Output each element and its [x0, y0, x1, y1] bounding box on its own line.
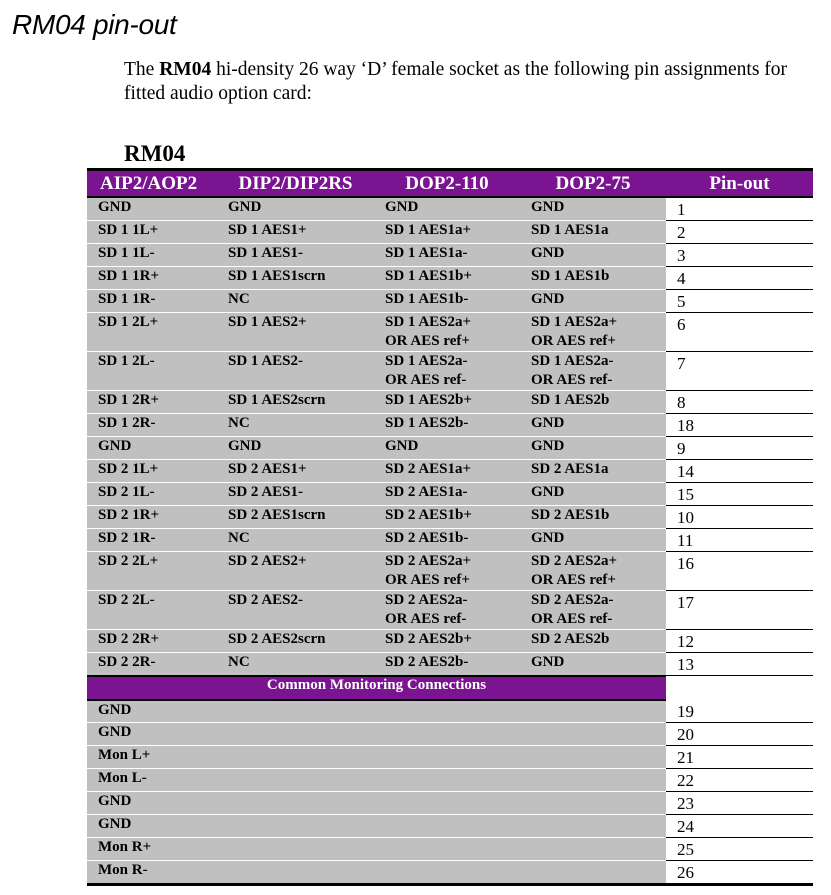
cell-text: SD 1 AES1scrn	[228, 268, 326, 284]
table-cell	[217, 529, 374, 552]
cell-text: SD 2 AES2-	[228, 592, 304, 608]
table-row	[87, 552, 813, 591]
monitor-label: Mon L-	[87, 768, 666, 791]
table-cell	[217, 197, 374, 221]
table-cell	[374, 313, 520, 352]
table-header-row	[87, 170, 813, 198]
cell-text: SD 2 2R+	[98, 631, 160, 647]
table-cell	[217, 290, 374, 313]
cell-text-line2: OR AES ref+	[385, 333, 470, 349]
monitor-row	[87, 700, 813, 723]
cell-text: GND	[531, 438, 565, 454]
cell-text: GND	[531, 415, 565, 431]
cell-text: SD 2 AES2a-	[531, 592, 614, 608]
table-cell	[217, 630, 374, 653]
table-cell	[217, 267, 374, 290]
cell-text: GND	[98, 438, 132, 454]
monitor-label: Mon R-	[87, 860, 666, 884]
monitor-row	[87, 814, 813, 837]
cell-text: GND	[385, 199, 419, 215]
cell-text: SD 1 1R+	[98, 268, 160, 284]
table-row	[87, 483, 813, 506]
table-cell	[87, 552, 217, 591]
cell-text: SD 1 AES2a+	[385, 314, 472, 330]
pin-number: 4	[666, 267, 813, 290]
cell-text: SD 1 AES2-	[228, 353, 304, 369]
table-cell	[374, 221, 520, 244]
table-cell	[374, 552, 520, 591]
table-row	[87, 653, 813, 676]
table-cell	[520, 244, 666, 267]
table-cell	[374, 414, 520, 437]
cell-text: SD 2 AES2a+	[531, 553, 618, 569]
table-cell	[520, 221, 666, 244]
cell-text: SD 2 AES2b-	[385, 654, 469, 670]
table-cell	[87, 391, 217, 414]
table-cell	[217, 352, 374, 391]
cell-text: SD 1 AES1+	[228, 222, 307, 238]
cell-text: NC	[228, 530, 250, 546]
cell-text: GND	[98, 199, 132, 215]
table-row	[87, 414, 813, 437]
column-header: Pin-out	[666, 170, 813, 198]
table-row	[87, 460, 813, 483]
table-row	[87, 529, 813, 552]
monitor-row	[87, 722, 813, 745]
table-cell	[520, 630, 666, 653]
cell-text-line2: OR AES ref-	[531, 611, 613, 627]
table-cell	[87, 267, 217, 290]
cell-text: SD 2 AES2scrn	[228, 631, 326, 647]
cell-text: SD 1 AES2b	[531, 392, 610, 408]
cell-text-line2: OR AES ref-	[531, 372, 613, 388]
cell-text-line2: OR AES ref+	[385, 572, 470, 588]
cell-text: SD 2 2L-	[98, 592, 155, 608]
table-cell	[87, 352, 217, 391]
table-cell	[87, 529, 217, 552]
table-title: RM04	[124, 141, 186, 166]
intro-text-rest: hi-density 26 way ‘D’ female socket as the following pin assignments for	[211, 59, 788, 80]
cell-text: SD 2 AES1-	[228, 484, 304, 500]
table-cell	[217, 313, 374, 352]
cell-text: SD 2 AES1b	[531, 507, 610, 523]
table-cell	[520, 352, 666, 391]
cell-text: SD 2 AES1a-	[385, 484, 468, 500]
cell-text: SD 2 2R-	[98, 654, 156, 670]
section-header: Common Monitoring Connections	[87, 676, 666, 700]
table-cell	[520, 313, 666, 352]
table-cell	[374, 437, 520, 460]
table-cell	[87, 414, 217, 437]
pin-number: 24	[666, 814, 813, 837]
table-cell	[87, 290, 217, 313]
table-cell	[374, 267, 520, 290]
pin-number: 9	[666, 437, 813, 460]
cell-text-line2: OR AES ref+	[531, 333, 616, 349]
table-cell	[217, 591, 374, 630]
table-cell	[217, 460, 374, 483]
cell-text: GND	[531, 199, 565, 215]
cell-text-line2: OR AES ref+	[531, 572, 616, 588]
table-cell	[87, 506, 217, 529]
pin-number: 1	[666, 197, 813, 221]
cell-text-line2: OR AES ref-	[385, 611, 467, 627]
monitor-label: GND	[87, 722, 666, 745]
cell-text: SD 2 AES2b+	[385, 631, 472, 647]
table-row	[87, 244, 813, 267]
cell-text: SD 1 AES1a	[531, 222, 609, 238]
pin-number: 2	[666, 221, 813, 244]
monitor-label: GND	[87, 814, 666, 837]
table-cell	[87, 437, 217, 460]
monitor-label: GND	[87, 791, 666, 814]
cell-text: GND	[531, 530, 565, 546]
pin-number: 15	[666, 483, 813, 506]
pin-number: 16	[666, 552, 813, 591]
monitor-label: GND	[87, 700, 666, 723]
cell-text: SD 1 2L+	[98, 314, 159, 330]
pin-number: 5	[666, 290, 813, 313]
cell-text-line2: OR AES ref-	[385, 372, 467, 388]
table-cell	[374, 483, 520, 506]
table-row	[87, 221, 813, 244]
column-header: DOP2-110	[374, 170, 520, 198]
cell-text: SD 2 1L-	[98, 484, 155, 500]
cell-text: SD 1 AES2a-	[531, 353, 614, 369]
table-cell	[217, 414, 374, 437]
cell-text: SD 2 AES2a+	[385, 553, 472, 569]
cell-text: SD 2 1L+	[98, 461, 159, 477]
column-header: AIP2/AOP2	[87, 170, 217, 198]
monitor-label: Mon L+	[87, 745, 666, 768]
table-cell	[374, 290, 520, 313]
table-cell	[374, 197, 520, 221]
intro-paragraph	[124, 58, 829, 106]
table-cell	[374, 244, 520, 267]
cell-text: SD 2 1R-	[98, 530, 156, 546]
pinout-table	[87, 168, 813, 886]
table-cell	[520, 591, 666, 630]
cell-text: SD 1 AES1a-	[385, 245, 468, 261]
cell-text: SD 2 AES1b+	[385, 507, 472, 523]
cell-text: SD 1 2L-	[98, 353, 155, 369]
table-cell	[520, 267, 666, 290]
pin-number: 23	[666, 791, 813, 814]
pin-number: 21	[666, 745, 813, 768]
pin-number: 10	[666, 506, 813, 529]
table-cell	[374, 529, 520, 552]
blank-cell	[666, 676, 813, 700]
cell-text: GND	[531, 245, 565, 261]
monitor-row	[87, 791, 813, 814]
table-row	[87, 267, 813, 290]
cell-text: SD 1 AES1a+	[385, 222, 472, 238]
cell-text: GND	[385, 438, 419, 454]
table-row	[87, 290, 813, 313]
pin-number: 12	[666, 630, 813, 653]
table-cell	[374, 391, 520, 414]
pin-number: 6	[666, 313, 813, 352]
cell-text: NC	[228, 291, 250, 307]
column-header: DOP2-75	[520, 170, 666, 198]
cell-text: SD 1 AES2a-	[385, 353, 468, 369]
pin-number: 17	[666, 591, 813, 630]
cell-text: SD 1 AES2+	[228, 314, 307, 330]
table-cell	[520, 460, 666, 483]
table-cell	[217, 552, 374, 591]
cell-text: GND	[228, 438, 262, 454]
pin-number: 13	[666, 653, 813, 676]
cell-text: SD 1 AES1b+	[385, 268, 472, 284]
cell-text: SD 2 AES2a-	[385, 592, 468, 608]
table-cell	[217, 653, 374, 676]
table-cell	[87, 244, 217, 267]
cell-text: NC	[228, 415, 250, 431]
table-cell	[374, 653, 520, 676]
pin-number: 18	[666, 414, 813, 437]
table-row	[87, 391, 813, 414]
cell-text: SD 1 AES2a+	[531, 314, 618, 330]
cell-text: SD 2 AES1+	[228, 461, 307, 477]
pin-number: 25	[666, 837, 813, 860]
cell-text: SD 1 2R-	[98, 415, 156, 431]
table-cell	[87, 630, 217, 653]
cell-text: GND	[531, 654, 565, 670]
cell-text: SD 1 1R-	[98, 291, 156, 307]
cell-text: SD 2 AES1a	[531, 461, 609, 477]
table-cell	[374, 352, 520, 391]
cell-text: SD 1 AES2b+	[385, 392, 472, 408]
table-row	[87, 437, 813, 460]
table-row	[87, 313, 813, 352]
monitor-label: Mon R+	[87, 837, 666, 860]
table-cell	[87, 197, 217, 221]
table-cell	[520, 483, 666, 506]
cell-text: SD 1 1L-	[98, 245, 155, 261]
table-cell	[520, 506, 666, 529]
pin-number: 22	[666, 768, 813, 791]
monitor-row	[87, 860, 813, 884]
column-header: DIP2/DIP2RS	[217, 170, 374, 198]
cell-text: SD 2 AES1a+	[385, 461, 472, 477]
cell-text: SD 1 2R+	[98, 392, 160, 408]
cell-text: GND	[531, 484, 565, 500]
table-cell	[374, 591, 520, 630]
table-cell	[217, 483, 374, 506]
cell-text: SD 2 AES2+	[228, 553, 307, 569]
table-cell	[520, 414, 666, 437]
table-cell	[374, 630, 520, 653]
monitor-row	[87, 837, 813, 860]
table-body	[87, 197, 813, 884]
cell-text: SD 2 2L+	[98, 553, 159, 569]
intro-text-start: The	[124, 59, 160, 80]
table-cell	[374, 506, 520, 529]
cell-text: SD 2 1R+	[98, 507, 160, 523]
intro-text-line2: fitted audio option card:	[124, 83, 312, 104]
cell-text: SD 2 AES2b	[531, 631, 610, 647]
pin-number: 11	[666, 529, 813, 552]
table-cell	[520, 552, 666, 591]
cell-text: SD 1 AES2scrn	[228, 392, 326, 408]
cell-text: GND	[531, 291, 565, 307]
intro-model-name: RM04	[159, 59, 212, 80]
table-row	[87, 197, 813, 221]
pin-number: 19	[666, 700, 813, 723]
table-cell	[520, 437, 666, 460]
table-cell	[520, 290, 666, 313]
table-row	[87, 352, 813, 391]
table-cell	[87, 653, 217, 676]
table-row	[87, 506, 813, 529]
table-cell	[217, 391, 374, 414]
cell-text: SD 1 AES1b-	[385, 291, 469, 307]
pin-number: 14	[666, 460, 813, 483]
table-cell	[217, 244, 374, 267]
page-heading: RM04 pin-out	[12, 9, 177, 40]
cell-text: SD 1 1L+	[98, 222, 159, 238]
section-header-row	[87, 676, 813, 700]
cell-text: NC	[228, 654, 250, 670]
pin-number: 3	[666, 244, 813, 267]
table-row	[87, 591, 813, 630]
monitor-row	[87, 768, 813, 791]
table-cell	[520, 391, 666, 414]
table-cell	[87, 313, 217, 352]
cell-text: SD 1 AES1b	[531, 268, 610, 284]
table-cell	[87, 483, 217, 506]
pin-number: 8	[666, 391, 813, 414]
table-cell	[520, 197, 666, 221]
monitor-row	[87, 745, 813, 768]
table-cell	[374, 460, 520, 483]
pin-number: 26	[666, 860, 813, 884]
table-cell	[520, 653, 666, 676]
table-cell	[87, 221, 217, 244]
pin-number: 7	[666, 352, 813, 391]
cell-text: SD 1 AES1-	[228, 245, 304, 261]
table-row	[87, 630, 813, 653]
table-cell	[217, 221, 374, 244]
cell-text: SD 2 AES1b-	[385, 530, 469, 546]
cell-text: SD 2 AES1scrn	[228, 507, 326, 523]
table-cell	[87, 460, 217, 483]
cell-text: SD 1 AES2b-	[385, 415, 469, 431]
table-cell	[217, 506, 374, 529]
table-cell	[217, 437, 374, 460]
table-cell	[520, 529, 666, 552]
table-cell	[87, 591, 217, 630]
pin-number: 20	[666, 722, 813, 745]
cell-text: GND	[228, 199, 262, 215]
